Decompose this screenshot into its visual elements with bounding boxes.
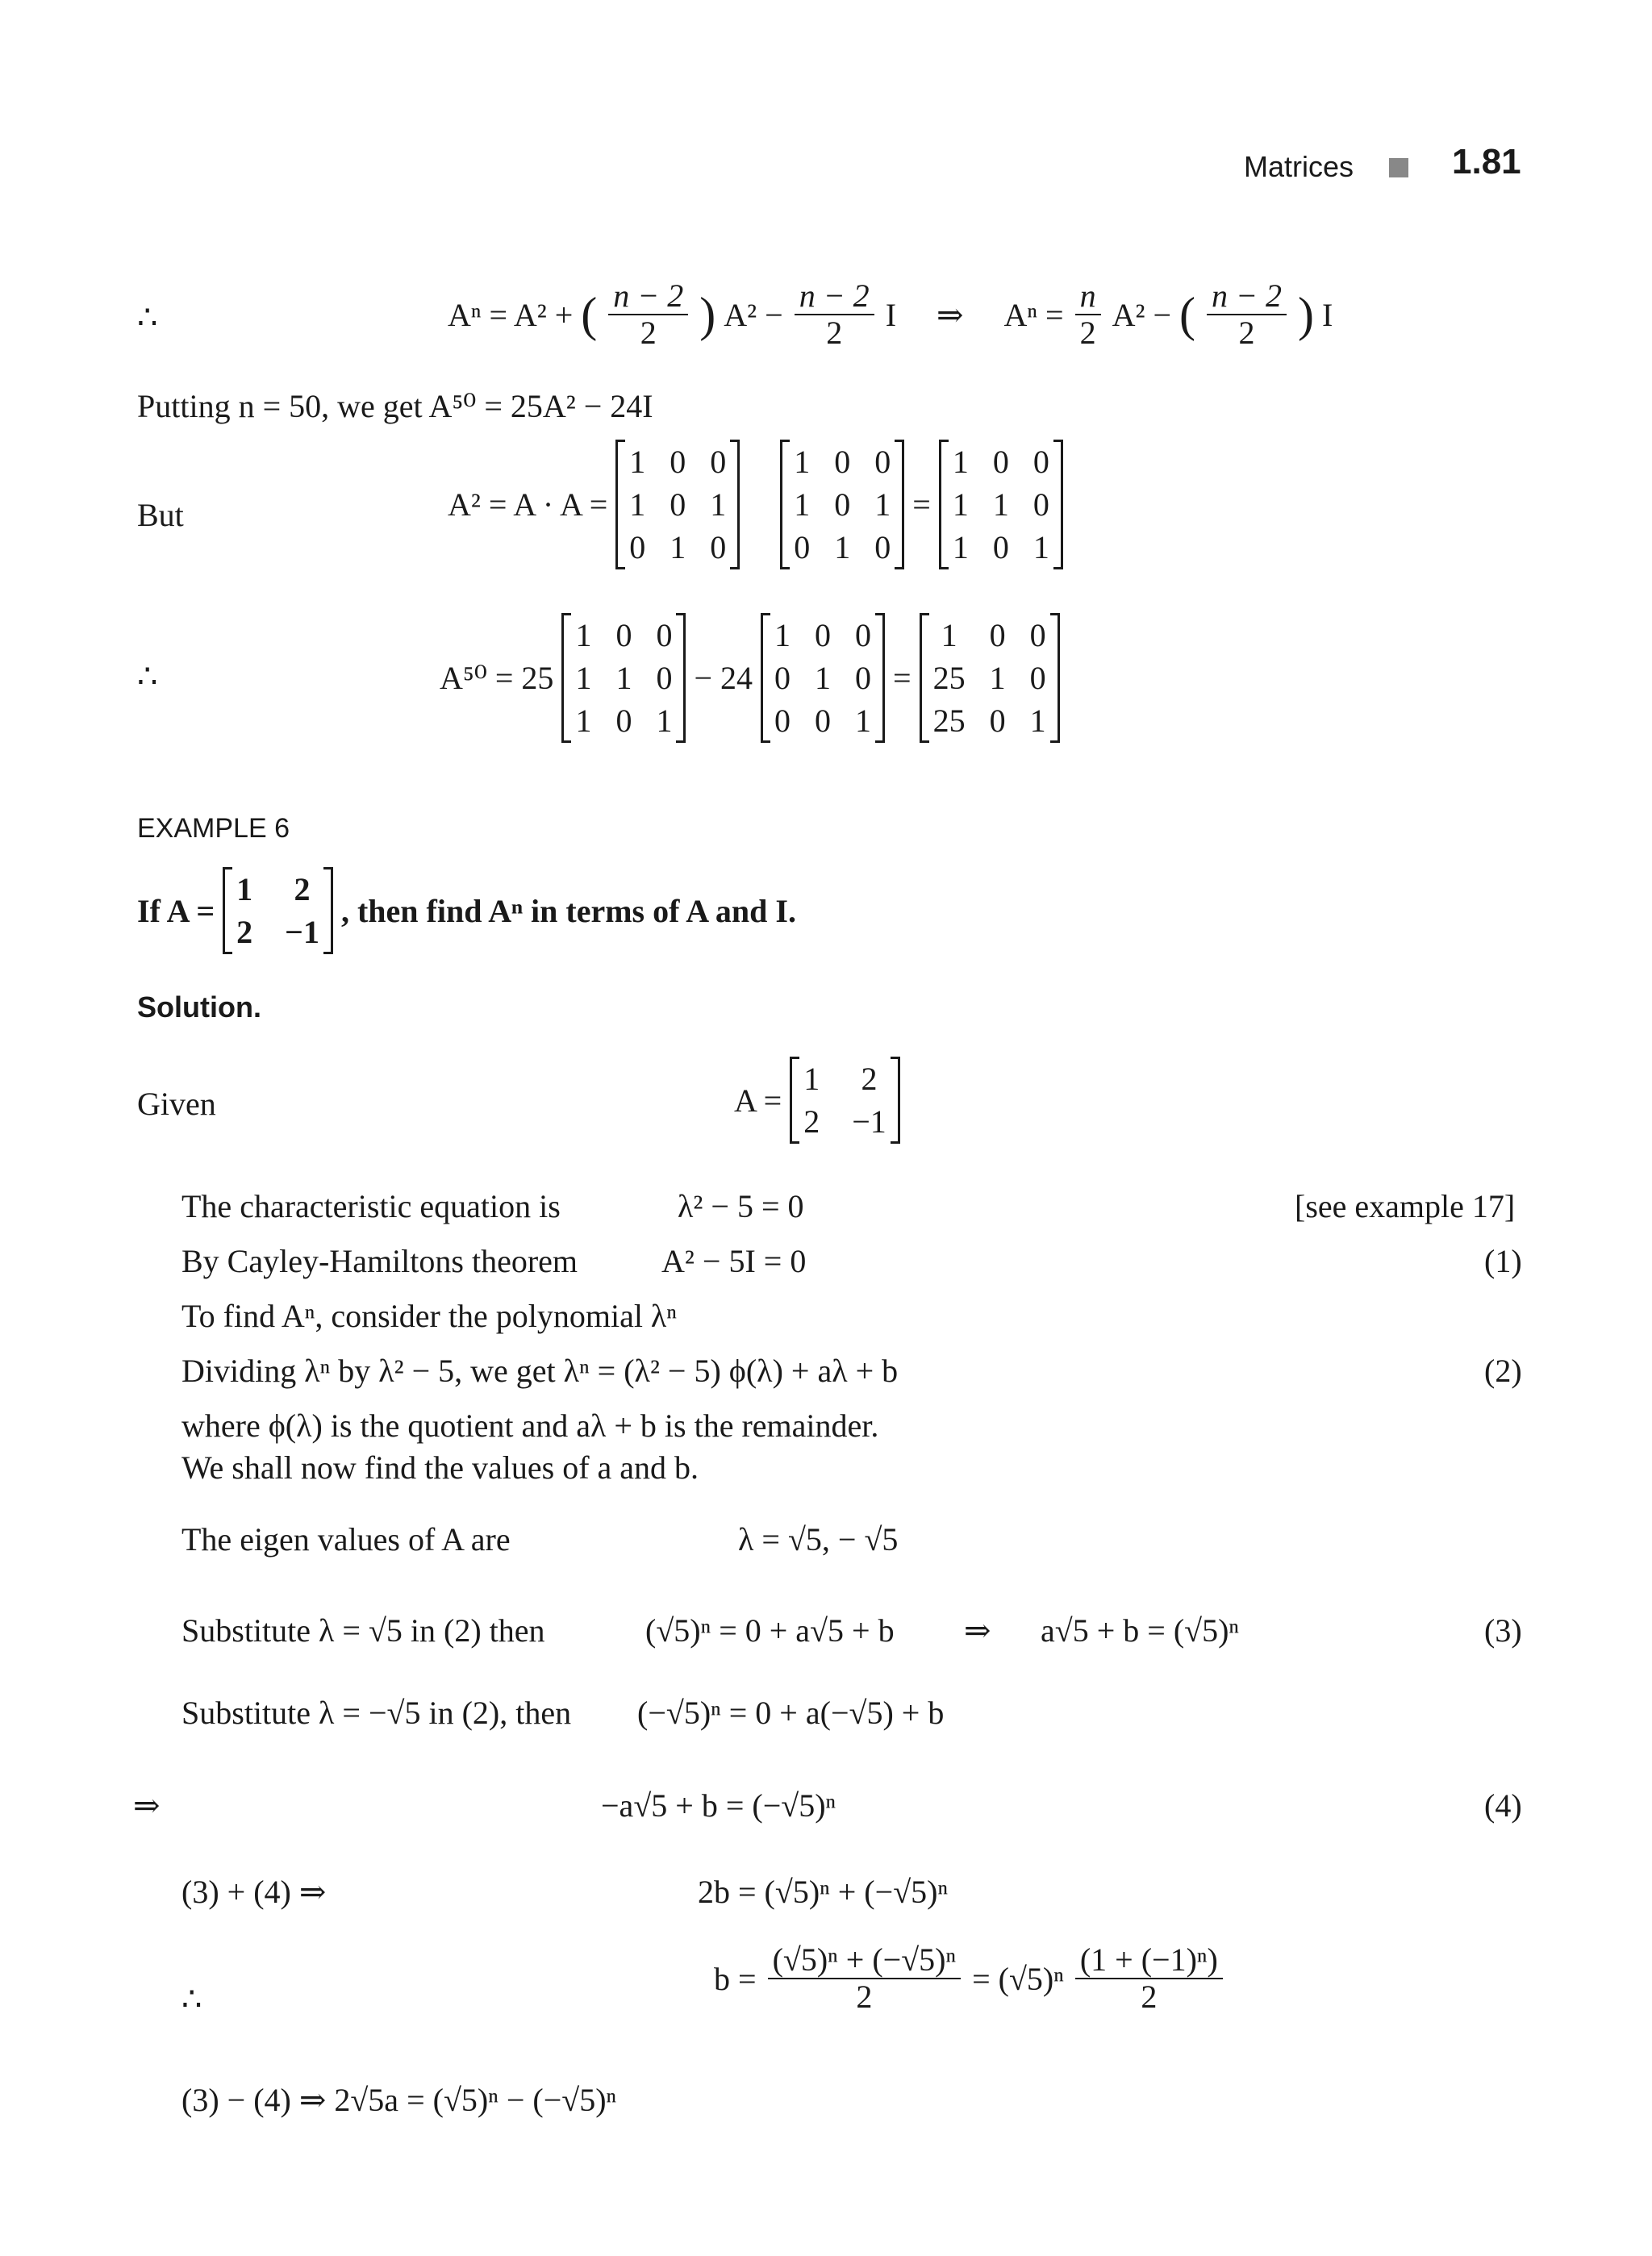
line-4-math: −a√5 + b = (−√5)ⁿ	[601, 1787, 836, 1824]
an-formula: Aⁿ = A² + ( $\frac{n - 2}{2}$ ) A² − $\frac{n - 2}{2}$ I ⇒ Aⁿ = $\frac{n}{2}$ A² − ( $\frac{n - 2}{2}$ ) I	[448, 277, 1333, 351]
implies-symbol: ⇒	[133, 1787, 161, 1824]
b-equation: b = $\frac{\text{(√5)ⁿ + (−√5)ⁿ}}{2}$ = (√5)ⁿ $\frac{\text{(1 + (−1)ⁿ)}}{2}$	[714, 1942, 1226, 2015]
header-square-icon	[1389, 158, 1408, 177]
fraction: $\frac{\text{(√5)ⁿ + (−√5)ⁿ}}{2}$	[768, 1942, 962, 2015]
char-eq-ref: [see example 17]	[1295, 1188, 1516, 1224]
therefore-symbol: ∴	[181, 1981, 202, 2017]
fraction: $\frac{n - 2}{2}$	[1207, 278, 1287, 351]
given-label: Given	[137, 1086, 216, 1122]
equation-number: (2)	[1484, 1353, 1522, 1389]
fraction: $\frac{n - 2}{2}$	[608, 278, 688, 351]
sum-text: (3) + (4) ⇒	[181, 1874, 327, 1910]
fraction: $\frac{n - 2}{2}$	[795, 278, 874, 351]
fraction: $\frac{n}{2}$	[1075, 278, 1101, 351]
difference-line: (3) − (4) ⇒ 2√5a = (√5)ⁿ − (−√5)ⁿ	[181, 2082, 617, 2118]
but-label: But	[137, 497, 184, 533]
implies-symbol: ⇒	[964, 1612, 991, 1649]
where-line: where ϕ(λ) is the quotient and aλ + b is the remainder.	[181, 1407, 879, 1444]
substitute-1-rhs: a√5 + b = (√5)ⁿ	[1041, 1612, 1240, 1649]
equation-number: (1)	[1484, 1243, 1522, 1279]
putting-line: Putting n = 50, we get A⁵⁰ = 25A² − 24I	[137, 388, 653, 424]
implies-symbol: ⇒	[937, 296, 964, 333]
matrix: 1 0 0 1 1 0 1 0 1	[939, 440, 1063, 569]
substitute-1-math: (√5)ⁿ = 0 + a√5 + b	[645, 1612, 895, 1649]
char-eq-math: λ² − 5 = 0	[678, 1188, 804, 1224]
running-header-section: Matrices	[1244, 150, 1354, 183]
eigen-math: λ = √5, − √5	[738, 1521, 899, 1558]
matrix: 1 0 0 0 1 0 0 0 1	[761, 613, 885, 743]
solution-label: Solution.	[137, 990, 261, 1024]
sum-math: 2b = (√5)ⁿ + (−√5)ⁿ	[698, 1874, 949, 1910]
equation-number: (3)	[1484, 1612, 1522, 1649]
a50-equation: A⁵⁰ = 25 1 0 0 1 1 0 1 0 1 − 24 1 0 0 0 1 0 0 0 1 = 1 0 0 25 1 0 25 0 1	[440, 613, 1060, 743]
matrix: 1 2 2 −1	[790, 1057, 900, 1144]
substitute-2-text: Substitute λ = −√5 in (2), then	[181, 1695, 572, 1731]
therefore-symbol: ∴	[137, 658, 158, 694]
substitute-1-text: Substitute λ = √5 in (2) then	[181, 1612, 545, 1649]
example-label: EXAMPLE 6	[137, 813, 290, 844]
to-find-line: To find Aⁿ, consider the polynomial λⁿ	[181, 1298, 677, 1334]
matrix: 1 0 0 1 1 0 1 0 1	[561, 613, 686, 743]
substitute-2-math: (−√5)ⁿ = 0 + a(−√5) + b	[637, 1695, 945, 1731]
a-squared-equation: A² = A · A = 1 0 0 1 0 1 0 1 0 1 0 0 1 0 1 0 1 0 = 1 0 0 1 1 0 1 0 1	[448, 440, 1063, 569]
page-number: 1.81	[1452, 142, 1521, 181]
matrix: 1 0 0 25 1 0 25 0 1	[920, 613, 1060, 743]
therefore-symbol: ∴	[137, 299, 158, 336]
dividing-line: Dividing λⁿ by λ² − 5, we get λⁿ = (λ² − 5) ϕ(λ) + aλ + b	[181, 1353, 899, 1389]
fraction: $\frac{\text{(1 + (−1)ⁿ)}}{2}$	[1075, 1942, 1223, 2015]
matrix: 1 0 0 1 0 1 0 1 0	[615, 440, 740, 569]
shall-line: We shall now find the values of a and b.	[181, 1449, 699, 1486]
cayley-text: By Cayley-Hamiltons theorem	[181, 1243, 578, 1279]
matrix: 1 0 0 1 0 1 0 1 0	[780, 440, 904, 569]
example-question: If A = 1 2 2 −1 , then find Aⁿ in terms of A and I.	[137, 867, 796, 954]
equation-number: (4)	[1484, 1787, 1522, 1824]
char-eq-text: The characteristic equation is	[181, 1188, 561, 1224]
given-matrix-equation: A = 1 2 2 −1	[734, 1057, 900, 1144]
an-formula-lhs: Aⁿ = A² +	[448, 296, 574, 333]
cayley-math: A² − 5I = 0	[661, 1243, 807, 1279]
matrix: 1 2 2 −1	[223, 867, 333, 954]
eigen-text: The eigen values of A are	[181, 1521, 511, 1558]
